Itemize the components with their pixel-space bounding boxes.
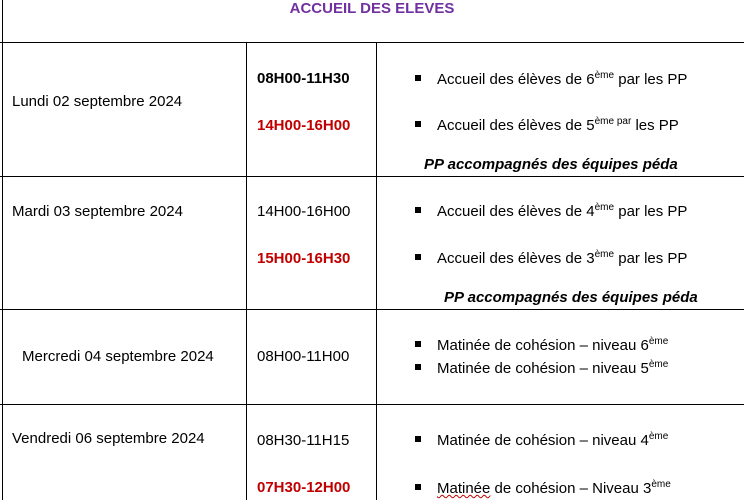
row-note: PP accompagnés des équipes péda [424, 156, 678, 173]
row-divider [0, 404, 744, 405]
bullet-icon [415, 75, 421, 81]
bullet-icon [415, 436, 421, 442]
bullet-icon [415, 254, 421, 260]
row-time: 14H00-16H00 [257, 203, 351, 220]
page-title: ACCUEIL DES ELEVES [289, 0, 455, 17]
activity-item: Accueil des élèves de 4ème par les PP [415, 203, 687, 221]
row-time: 08H00-11H00 [257, 348, 350, 365]
activity-item: Matinée de cohésion – niveau 6ème [415, 337, 668, 355]
row-date: Lundi 02 septembre 2024 [12, 93, 183, 110]
bullet-icon [415, 484, 421, 490]
activity-item: Matinée de cohésion – niveau 5ème [415, 360, 668, 378]
bullet-icon [415, 121, 421, 127]
activity-item: Accueil des élèves de 3ème par les PP [415, 250, 687, 268]
activity-item: Matinée de cohésion – niveau 4ème [415, 432, 668, 450]
row-time-highlight: 07H30-12H00 [257, 479, 351, 496]
column-divider [246, 42, 247, 500]
row-date: Mardi 03 septembre 2024 [12, 203, 183, 220]
table-border-top [0, 42, 744, 43]
row-date: Vendredi 06 septembre 2024 [12, 430, 205, 447]
row-note: PP accompagnés des équipes péda [444, 289, 698, 306]
row-divider [0, 309, 744, 310]
bullet-icon [415, 341, 421, 347]
bullet-icon [415, 207, 421, 213]
row-time-highlight: 15H00-16H30 [257, 250, 351, 267]
row-time: 08H00-11H30 [257, 70, 350, 87]
column-divider [376, 42, 377, 500]
activity-item: Matinée de cohésion – Niveau 3ème [415, 480, 671, 498]
table-border-left [2, 0, 3, 500]
bullet-icon [415, 364, 421, 370]
row-date: Mercredi 04 septembre 2024 [22, 348, 214, 365]
row-time-highlight: 14H00-16H00 [257, 117, 351, 134]
activity-item: Accueil des élèves de 6ème par les PP [415, 71, 687, 89]
row-divider [0, 176, 744, 177]
activity-item: Accueil des élèves de $5^{ème par}$ les PP [415, 117, 679, 135]
row-time: 08H30-11H15 [257, 432, 350, 449]
